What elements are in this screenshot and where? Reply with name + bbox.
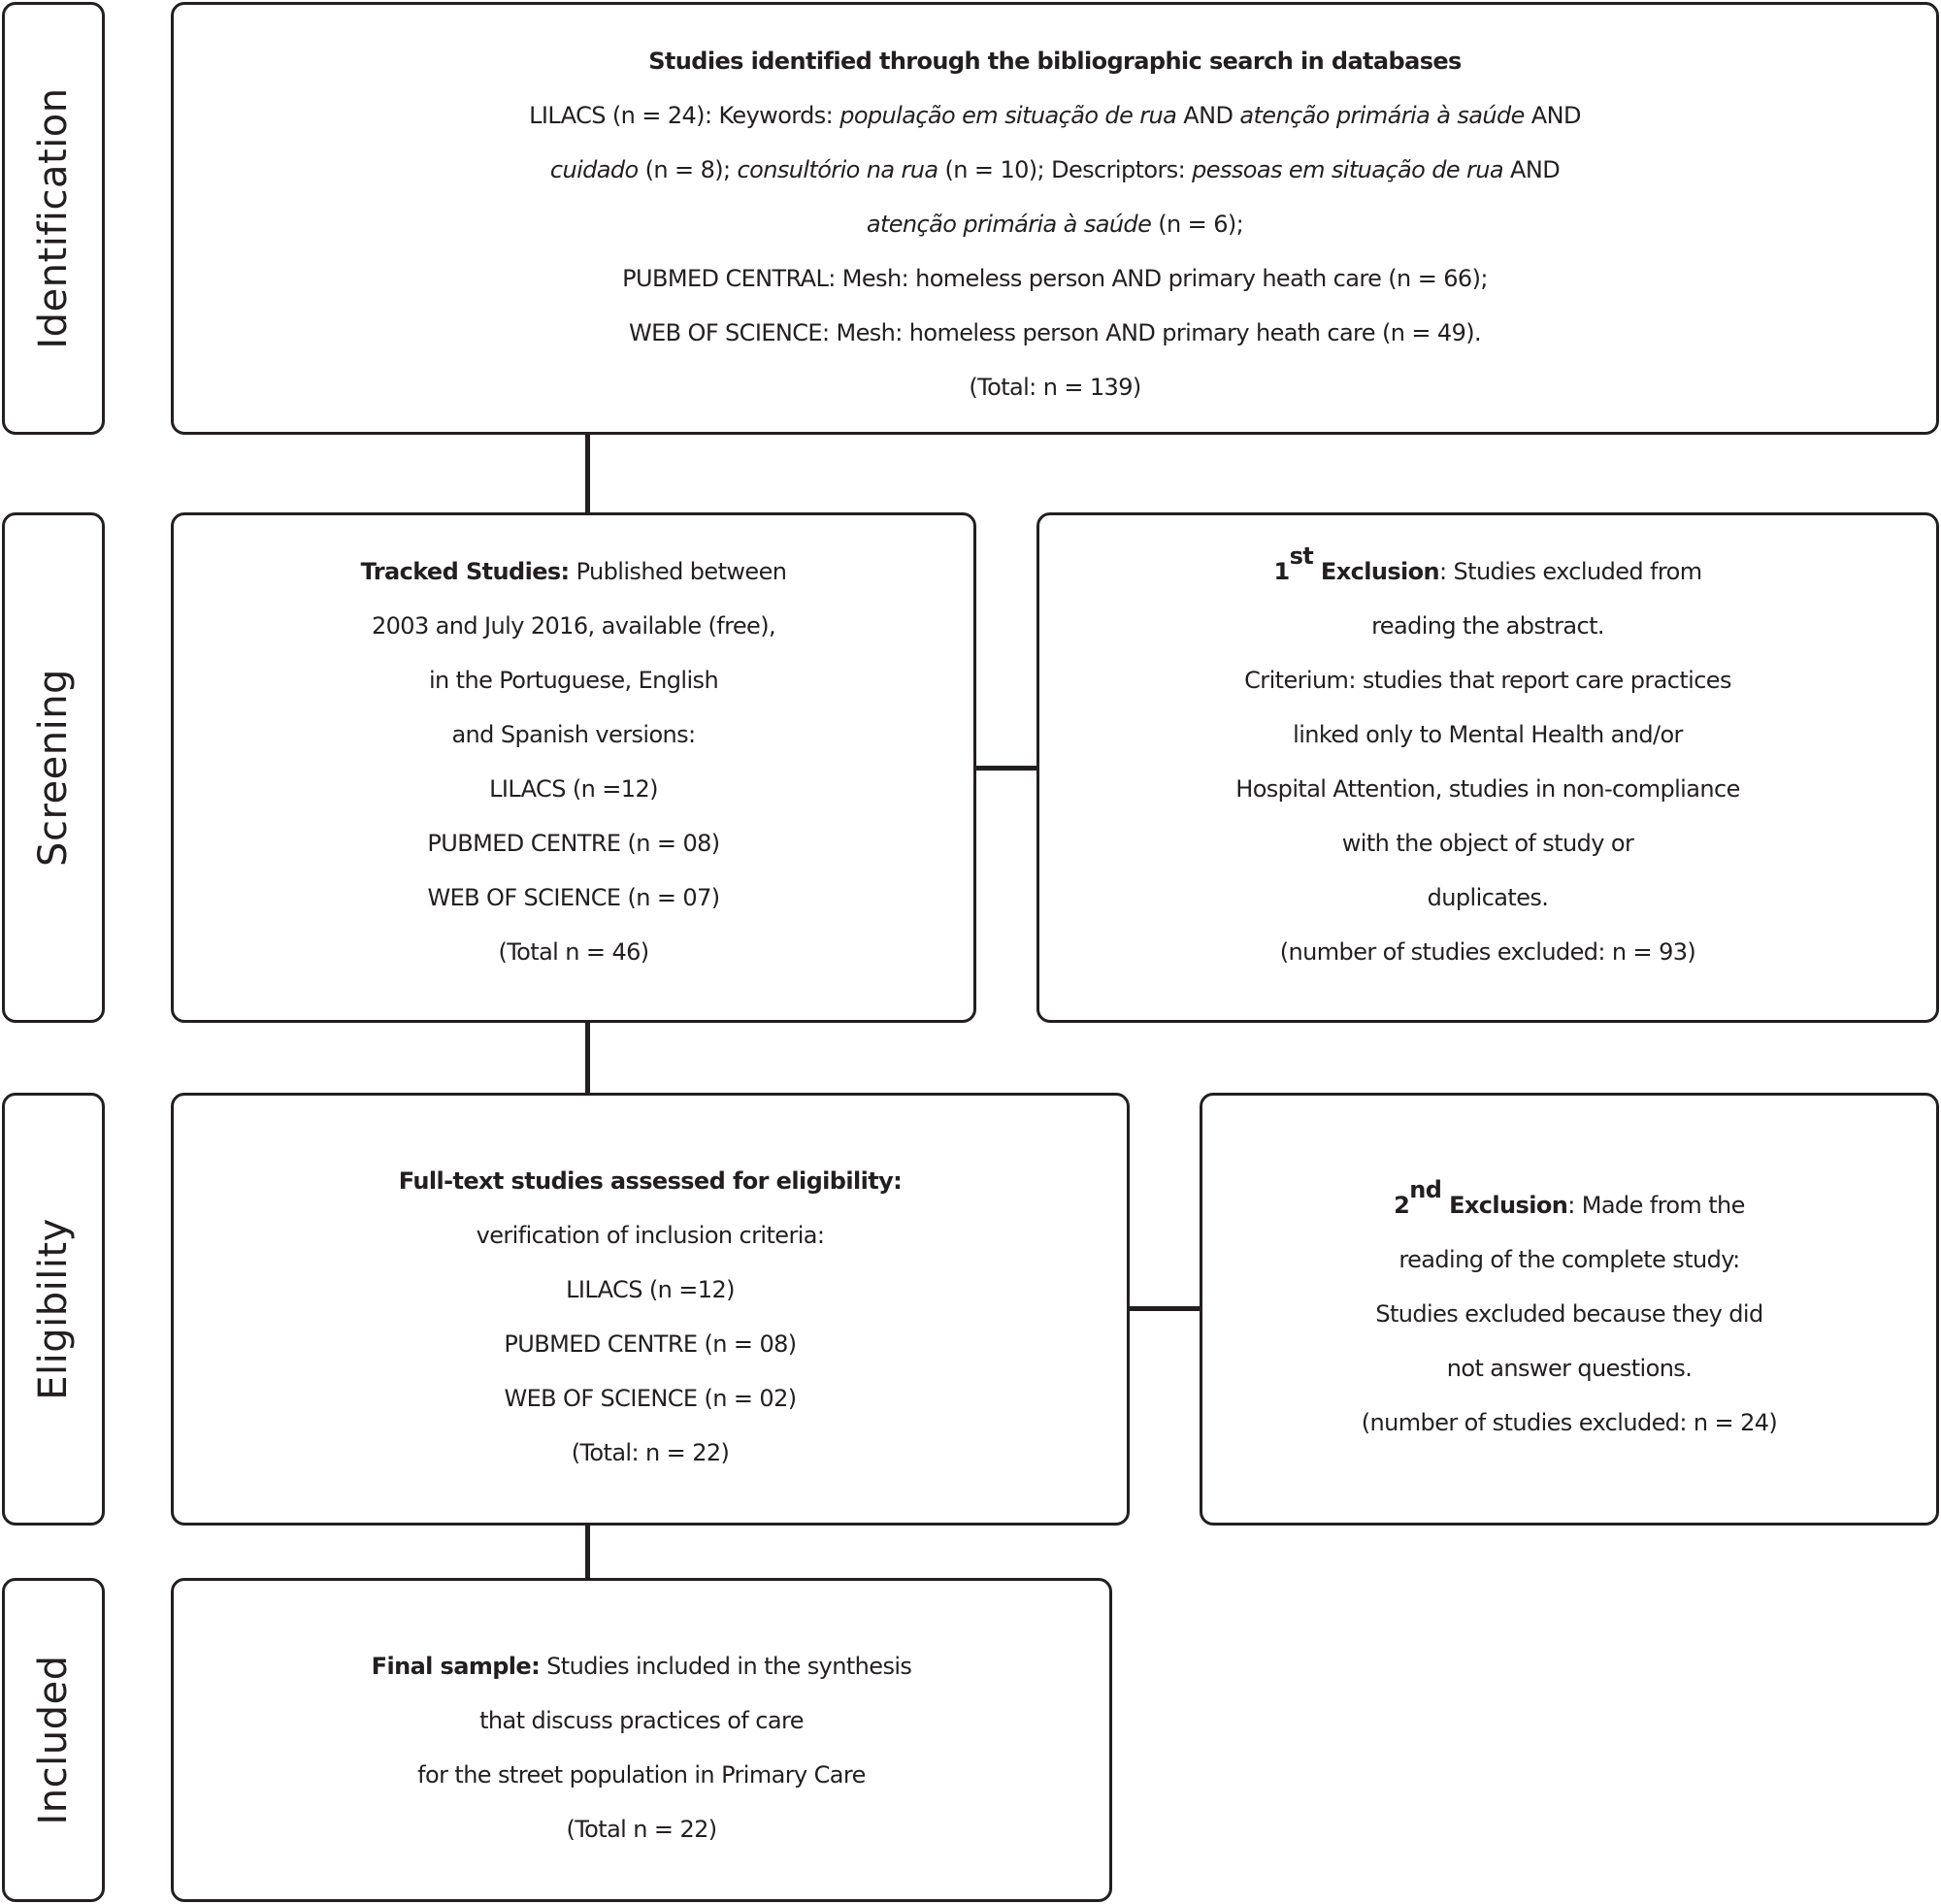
stage-included (2, 1578, 105, 1902)
keyword-populacao: população em situação de rua (839, 102, 1177, 129)
eligibility-lilacs: LILACS (n =12) (566, 1276, 735, 1303)
connector-eligibility-exclusion2 (1128, 1306, 1201, 1311)
exclusion1-text: : Studies excluded from (1439, 558, 1702, 585)
keyword-atencao: atenção primária à saúde (1239, 102, 1525, 129)
exclusion2-text: not answer questions. (1446, 1355, 1693, 1382)
exclusion1-ordinal: 1 (1273, 558, 1290, 585)
eligibility-total: (Total: n = 22) (571, 1439, 730, 1466)
keyword-consultorio: consultório na rua (737, 156, 938, 183)
and-text: AND (1503, 156, 1561, 183)
exclusion1-text: duplicates. (1427, 884, 1549, 911)
included-title: Final sample: (371, 1653, 541, 1680)
exclusion1-title: Exclusion (1313, 558, 1440, 585)
screening-text: and Spanish versions: (451, 721, 696, 748)
exclusion1-text: with the object of study or (1341, 830, 1634, 857)
screening-title: Tracked Studies: (360, 558, 570, 585)
included-box (171, 1578, 1112, 1902)
exclusion1-box (1036, 512, 1939, 1023)
keyword-cuidado: cuidado (549, 156, 639, 183)
stage-eligibility (2, 1093, 105, 1526)
screening-text: Published between (569, 558, 787, 585)
exclusion2-title: Exclusion (1441, 1192, 1568, 1219)
identification-total: (Total: n = 139) (969, 374, 1141, 401)
stage-label-eligibility: Eligibility (31, 1218, 76, 1400)
exclusion2-box (1200, 1093, 1939, 1526)
exclusion2-ordinal: 2 (1394, 1192, 1410, 1219)
stage-label-screening: Screening (31, 669, 76, 867)
screening-lilacs: LILACS (n =12) (489, 775, 658, 803)
exclusion1-text: linked only to Mental Health and/or (1293, 721, 1683, 748)
exclusion1-text: Criterium: studies that report care practices (1244, 667, 1731, 694)
and-text: AND (1176, 102, 1240, 129)
connector-screening-exclusion1 (974, 766, 1038, 771)
exclusion2-text: reading of the complete study: (1398, 1246, 1740, 1273)
descriptor-pessoas: pessoas em situação de rua (1192, 156, 1504, 183)
connector-eligibility-included (585, 1523, 590, 1581)
included-total: (Total n = 22) (566, 1816, 717, 1843)
count-text: (n = 8); (638, 156, 738, 183)
stage-label-included: Included (31, 1655, 76, 1825)
exclusion2-total: (number of studies excluded: n = 24) (1361, 1409, 1778, 1436)
descriptor-atencao: atenção primária à saúde (866, 211, 1152, 238)
lilacs-keywords-prefix: LILACS (n = 24): Keywords: (529, 102, 840, 129)
count-text: (n = 10); Descriptors: (938, 156, 1193, 183)
wos-line: WEB OF SCIENCE: Mesh: homeless person AND primary heath care (n = 49). (628, 319, 1482, 346)
exclusion1-total: (number of studies excluded: n = 93) (1279, 938, 1696, 966)
eligibility-text: verification of inclusion criteria: (476, 1222, 825, 1249)
screening-text: 2003 and July 2016, available (free), (371, 612, 776, 640)
eligibility-wos: WEB OF SCIENCE (n = 02) (504, 1385, 797, 1412)
screening-pubmed: PUBMED CENTRE (n = 08) (427, 830, 720, 857)
screening-wos: WEB OF SCIENCE (n = 07) (427, 884, 720, 911)
exclusion1-text: Hospital Attention, studies in non-compliance (1235, 775, 1740, 803)
exclusion2-text: : Made from the (1567, 1192, 1745, 1219)
included-text: Studies included in the synthesis (540, 1653, 912, 1680)
screening-total: (Total n = 46) (498, 938, 649, 966)
identification-title: Studies identified through the bibliographic search in databases (648, 48, 1462, 75)
identification-box (171, 2, 1939, 435)
connector-identification-screening (585, 434, 590, 515)
eligibility-pubmed: PUBMED CENTRE (n = 08) (504, 1330, 797, 1358)
screening-box (171, 512, 976, 1023)
and-text: AND (1524, 102, 1581, 129)
exclusion1-text: reading the abstract. (1371, 612, 1604, 640)
included-text: that discuss practices of care (479, 1707, 804, 1734)
pubmed-line: PUBMED CENTRAL: Mesh: homeless person AND primary heath care (n = 66); (622, 265, 1488, 292)
stage-screening (2, 512, 105, 1023)
stage-label-identification: Identification (31, 87, 76, 349)
connector-screening-eligibility (585, 1020, 590, 1097)
screening-text: in the Portuguese, English (428, 667, 719, 694)
count-text: (n = 6); (1151, 211, 1244, 238)
exclusion2-ordinal-suffix: nd (1409, 1176, 1442, 1203)
stage-identification (2, 2, 105, 435)
included-text: for the street population in Primary Care (417, 1761, 866, 1789)
exclusion2-text: Studies excluded because they did (1375, 1300, 1763, 1328)
eligibility-box (171, 1093, 1130, 1526)
eligibility-title: Full-text studies assessed for eligibility: (398, 1167, 903, 1195)
exclusion1-ordinal-suffix: st (1289, 542, 1314, 570)
